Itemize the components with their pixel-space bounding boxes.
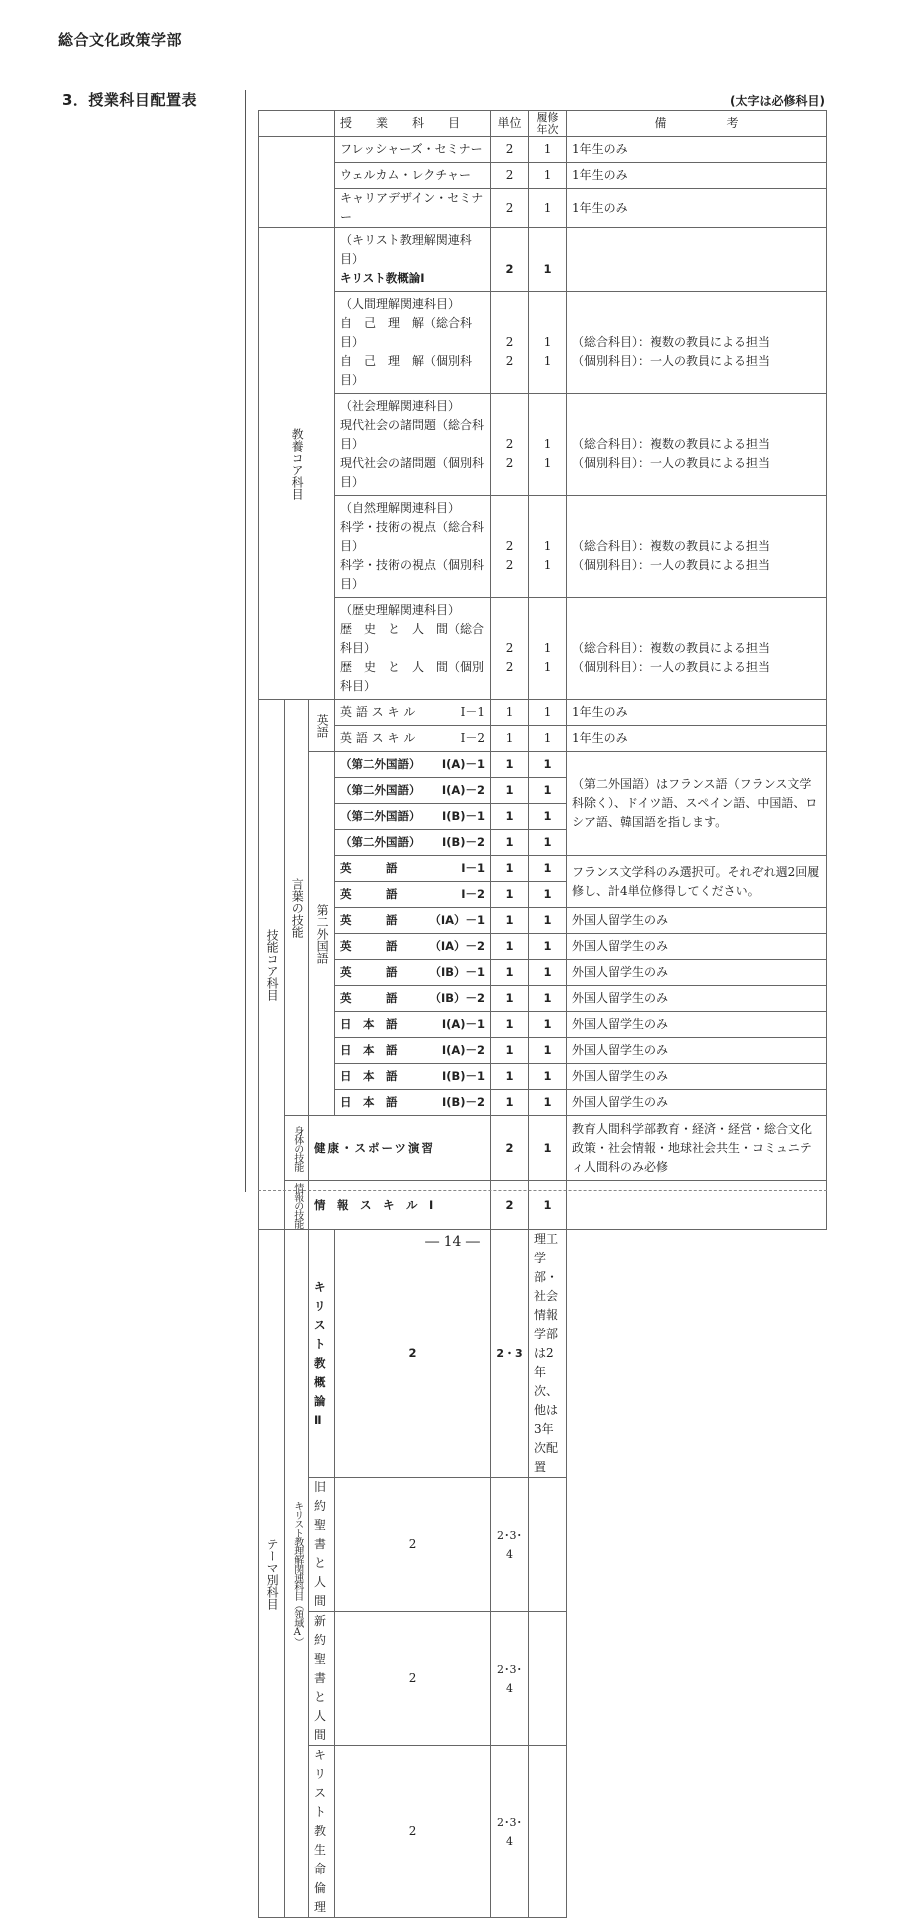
page-number: ― 14 ― [425, 1234, 480, 1250]
table-row [259, 1478, 827, 1612]
subject-line: 歴 史 と 人 間（総合科目） [340, 622, 485, 655]
year-cell: 2･3･4 [491, 1746, 529, 1918]
units-cell [491, 292, 529, 394]
table-continuation-edge [258, 1186, 827, 1191]
category-label: 教養コア科目 [290, 427, 305, 500]
cell-text: Ⅰ(A)－1 [441, 757, 486, 771]
units-cell: 1 [491, 934, 529, 960]
cell-text: 備 考 [654, 116, 739, 130]
subject-cell [335, 804, 491, 830]
cell-text: （ⅠA）－2 [429, 939, 486, 953]
cell-text: Ⅰ－2 [460, 731, 486, 745]
subject-line: 科学・技術の視点（個別科目） [340, 558, 485, 591]
course-table [258, 110, 827, 1918]
group-label: （歴史理解関連科目） [340, 603, 461, 617]
table-row [259, 1746, 827, 1918]
header-year-text: 履修 年次 [536, 110, 559, 136]
table-row [259, 1090, 827, 1116]
cell-text: 英 語 ス キ ル [340, 731, 416, 745]
units-cell: 2 [335, 1230, 491, 1478]
subject-line: 現代社会の諸問題（個別科目） [340, 456, 485, 489]
units-cell: 1 [491, 882, 529, 908]
year-line: 1 [543, 335, 552, 349]
units-line: 2 [505, 539, 514, 553]
subject-cell [335, 292, 491, 394]
year-cell: 1 [529, 908, 567, 934]
cell-text: 英 語 [340, 991, 398, 1005]
subject-cell [309, 1612, 339, 1746]
section-title: 3．授業科目配置表 [62, 91, 197, 109]
units-cell [491, 496, 529, 598]
year-cell: 1 [529, 778, 567, 804]
remarks-cell: フランス文学科のみ選択可。それぞれ週2回履修し、計4単位修得してください。 [567, 856, 827, 908]
subject-text: 情 報 ス キ ル Ⅰ [314, 1197, 434, 1212]
units-line: 2 [505, 354, 514, 368]
subject-line: 現代社会の諸問題（総合科目） [340, 418, 485, 451]
units-cell: 1 [491, 856, 529, 882]
subject-line: 自 己 理 解（個別科目） [340, 354, 473, 387]
units-cell: 1 [491, 1038, 529, 1064]
remarks-cell: 1年生のみ [567, 163, 827, 189]
units-cell: 1 [491, 960, 529, 986]
table-row [259, 598, 827, 700]
year-cell [529, 228, 567, 292]
subject-cell [335, 726, 491, 752]
category-label: 言葉の技能 [290, 877, 305, 938]
year-cell: 1 [529, 137, 567, 163]
cell-text: 英 語 [340, 887, 398, 901]
year-cell: 1 [529, 986, 567, 1012]
units-cell: 1 [491, 1090, 529, 1116]
year-line: 1 [543, 261, 552, 276]
subject-cell [335, 1064, 491, 1090]
units-cell [491, 394, 529, 496]
category-theme [259, 1230, 285, 1918]
year-cell: 1 [529, 934, 567, 960]
subject-cell: ウェルカム・レクチャー [335, 163, 491, 189]
units-line: 2 [505, 456, 514, 470]
units-cell: 2 [491, 189, 529, 228]
remarks-cell: 外国人留学生のみ [567, 986, 827, 1012]
subject-cell [335, 986, 491, 1012]
subject-cell: キャリアデザイン・セミナー [335, 189, 491, 228]
units-cell: 1 [491, 1012, 529, 1038]
subject-cell [309, 1478, 339, 1612]
bold-note: (太字は必修科目) [730, 94, 825, 108]
year-cell [529, 394, 567, 496]
table-row [259, 163, 827, 189]
cell-text: （第二外国語） [340, 783, 421, 797]
subject-cell [335, 394, 491, 496]
remarks-cell: 外国人留学生のみ [567, 908, 827, 934]
remarks-cell [567, 394, 827, 496]
subject-line: 自 己 理 解（総合科目） [340, 316, 473, 349]
units-cell: 1 [491, 830, 529, 856]
units-cell: 2 [491, 1116, 529, 1181]
year-line: 1 [543, 660, 552, 674]
category-label: 情報の技能 [291, 1182, 303, 1228]
remarks-cell [529, 1746, 567, 1918]
subject-text: 健康・スポーツ演習 [314, 1140, 436, 1155]
cell-text: Ⅰ(B)－1 [441, 809, 486, 823]
year-cell: 1 [529, 1116, 567, 1181]
cell-text: （第二外国語） [340, 757, 421, 771]
table-row [259, 986, 827, 1012]
cell-text: （第二外国語） [340, 809, 421, 823]
year-cell: 1 [529, 1064, 567, 1090]
remarks-cell: 理工学部・社会情報学部は2年次、他は3年次配置 [529, 1230, 567, 1478]
category-label: 英語 [315, 713, 330, 738]
cell-text: 英 語 [340, 939, 398, 953]
year-cell: 1 [529, 856, 567, 882]
category-english [309, 700, 335, 752]
units-cell: 2 [335, 1478, 491, 1612]
table-row [259, 137, 827, 163]
table-row [259, 228, 827, 292]
table-row [259, 1012, 827, 1038]
category-label: 第二外国語 [315, 903, 330, 964]
category-second-foreign [309, 752, 335, 1116]
cell-text: 英 語 [340, 861, 398, 875]
year-line: 1 [543, 641, 552, 655]
remarks-cell [567, 292, 827, 394]
cell-text: Ⅰ(B)－1 [441, 1069, 486, 1083]
remarks-cell: 外国人留学生のみ [567, 934, 827, 960]
category-skill-core [259, 700, 285, 1230]
header-row [259, 111, 827, 137]
vertical-rule [245, 90, 246, 1192]
units-cell: 2 [335, 1612, 491, 1746]
subject-line: 歴 史 と 人 間（個別科目） [340, 660, 485, 693]
remarks-line: （個別科目）：一人の教員による担当 [572, 456, 771, 470]
table-row [259, 394, 827, 496]
units-cell: 2 [491, 1181, 529, 1230]
table-row [259, 960, 827, 986]
remarks-cell: 外国人留学生のみ [567, 1090, 827, 1116]
subject-text: 新 約 聖 書 と 人 間 [314, 1614, 339, 1742]
cell-text: Ⅰ－1 [460, 705, 486, 719]
year-cell: 1 [529, 189, 567, 228]
group-label: （人間理解関連科目） [340, 297, 461, 311]
remarks-line: （総合科目）：複数の教員による担当 [572, 437, 771, 451]
category-language-skills [285, 700, 309, 1116]
remarks-cell [529, 1612, 567, 1746]
table-row [259, 726, 827, 752]
subject-line: キリスト教概論Ⅰ [340, 271, 425, 285]
remarks-line: （個別科目）：一人の教員による担当 [572, 558, 771, 572]
remarks-cell [567, 598, 827, 700]
table-row [259, 856, 827, 882]
units-cell: 1 [491, 752, 529, 778]
remarks-cell: 教育人間科学部教育・経済・経営・総合文化政策・社会情報・地球社会共生・コミュニティ人間科のみ必修 [567, 1116, 827, 1181]
units-cell: 2 [335, 1746, 491, 1918]
units-cell [491, 598, 529, 700]
year-cell: 1 [529, 804, 567, 830]
remarks-line: （個別科目）：一人の教員による担当 [572, 660, 771, 674]
cell-text: （ⅠB）－2 [429, 991, 486, 1005]
remarks-cell: 1年生のみ [567, 137, 827, 163]
remarks-line: （総合科目）：複数の教員による担当 [572, 539, 771, 553]
year-line: 1 [543, 354, 552, 368]
remarks-cell: 1年生のみ [567, 700, 827, 726]
remarks-line: （個別科目）：一人の教員による担当 [572, 354, 771, 368]
year-cell: 2・3 [491, 1230, 529, 1478]
subject-cell [335, 934, 491, 960]
cell-text: 授 業 科 目 [340, 116, 461, 130]
units-cell: 2 [491, 163, 529, 189]
units-cell: 1 [491, 1064, 529, 1090]
category-label: テーマ別科目 [265, 1537, 280, 1610]
remarks-cell: 1年生のみ [567, 726, 827, 752]
group-label: （自然理解関連科目） [340, 501, 461, 515]
year-cell: 1 [529, 700, 567, 726]
category-label: 技能コア科目 [265, 928, 280, 1001]
subject-cell [309, 1230, 335, 1478]
year-cell: 1 [529, 752, 567, 778]
subject-cell [335, 856, 491, 882]
subject-cell [335, 700, 491, 726]
cell-text: （ⅠB）－1 [429, 965, 486, 979]
table-row [259, 1612, 827, 1746]
year-cell: 1 [529, 1181, 567, 1230]
year-cell: 2･3･4 [491, 1478, 529, 1612]
cell-text: 日 本 語 [340, 1069, 398, 1083]
remarks-cell [567, 228, 827, 292]
remarks-cell: 外国人留学生のみ [567, 1038, 827, 1064]
year-line: 1 [543, 558, 552, 572]
cell-text: Ⅰ(B)－2 [441, 1095, 486, 1109]
year-line: 1 [543, 539, 552, 553]
subject-cell [335, 960, 491, 986]
cell-text: 日 本 語 [340, 1043, 398, 1057]
units-cell: 1 [491, 908, 529, 934]
cell-text: 日 本 語 [340, 1095, 398, 1109]
cell-text: Ⅰ(A)－2 [441, 1043, 486, 1057]
subject-cell [335, 1090, 491, 1116]
units-line: 2 [505, 660, 514, 674]
subject-cell [335, 1038, 491, 1064]
table-row [259, 1116, 827, 1181]
subject-cell: フレッシャーズ・セミナー [335, 137, 491, 163]
cell-text: Ⅰ－2 [461, 887, 486, 901]
remarks-cell: （第二外国語）はフランス語（フランス文学科除く）、ドイツ語、スペイン語、中国語、ロシア語、韓国語を指します。 [567, 752, 827, 856]
units-cell: 1 [491, 700, 529, 726]
table-row [259, 1230, 827, 1478]
year-cell [529, 496, 567, 598]
cell-text: （ⅠA）－1 [429, 913, 486, 927]
subject-cell [335, 496, 491, 598]
remarks-cell: 外国人留学生のみ [567, 960, 827, 986]
category-physical [285, 1116, 309, 1181]
subject-text: キリスト教概論Ⅱ [314, 1279, 326, 1427]
table-row [259, 752, 827, 778]
units-cell: 1 [491, 726, 529, 752]
units-cell [491, 228, 529, 292]
year-cell: 2･3･4 [491, 1612, 529, 1746]
category-christian-area [285, 1230, 309, 1918]
cell-text: Ⅰ(A)－1 [441, 1017, 486, 1031]
category-label: キリスト教理解関連科目（領域A） [291, 1501, 303, 1646]
year-cell: 1 [529, 163, 567, 189]
units-line: 2 [505, 335, 514, 349]
remarks-cell: 1年生のみ [567, 189, 827, 228]
header-year [529, 111, 567, 137]
table-row [259, 934, 827, 960]
units-line: 2 [505, 437, 514, 451]
cell-text: Ⅰ(B)－2 [441, 835, 486, 849]
year-line: 1 [543, 456, 552, 470]
cell-text: Ⅰ(A)－2 [441, 783, 486, 797]
units-line: 2 [505, 261, 514, 276]
subject-cell [309, 1116, 491, 1181]
subject-text: キ リ ス ト 教 生 命 倫 理 [314, 1748, 327, 1914]
remarks-line: （総合科目）：複数の教員による担当 [572, 335, 771, 349]
subject-cell [335, 1012, 491, 1038]
remarks-line: （総合科目）：複数の教員による担当 [572, 641, 771, 655]
remarks-cell [529, 1478, 567, 1612]
year-cell: 1 [529, 1012, 567, 1038]
department-name: 総合文化政策学部 [58, 31, 183, 49]
header-blank [259, 111, 335, 137]
cell-text: 単位 [497, 116, 522, 130]
units-line: 2 [505, 641, 514, 655]
units-cell: 1 [491, 986, 529, 1012]
units-cell: 1 [491, 804, 529, 830]
units-cell: 1 [491, 778, 529, 804]
group-label: （キリスト教理解関連科目） [340, 233, 472, 266]
table-row [259, 292, 827, 394]
cell-text: 英 語 [340, 913, 398, 927]
cell-text: 英 語 [340, 965, 398, 979]
subject-cell [335, 830, 491, 856]
intro-blank [259, 137, 335, 228]
year-cell: 1 [529, 1038, 567, 1064]
header-subject [335, 111, 491, 137]
table-row [259, 1038, 827, 1064]
header-remarks [567, 111, 827, 137]
subject-cell [335, 908, 491, 934]
subject-cell [335, 882, 491, 908]
remarks-cell: 外国人留学生のみ [567, 1012, 827, 1038]
year-cell: 1 [529, 830, 567, 856]
cell-text: 日 本 語 [340, 1017, 398, 1031]
category-core-liberal [259, 228, 335, 700]
table-row [259, 908, 827, 934]
table-row [259, 1064, 827, 1090]
subject-cell [309, 1746, 335, 1918]
header-units [491, 111, 529, 137]
subject-cell [335, 778, 491, 804]
year-cell: 1 [529, 882, 567, 908]
year-cell [529, 598, 567, 700]
category-label: 身体の技能 [291, 1125, 303, 1171]
units-cell: 2 [491, 137, 529, 163]
remarks-cell: 外国人留学生のみ [567, 1064, 827, 1090]
subject-cell [335, 752, 491, 778]
table-row [259, 496, 827, 598]
remarks-cell [567, 496, 827, 598]
table-row [259, 700, 827, 726]
year-cell [529, 292, 567, 394]
units-line: 2 [505, 558, 514, 572]
group-label: （社会理解関連科目） [340, 399, 461, 413]
cell-text: （第二外国語） [340, 835, 421, 849]
subject-text: 旧 約 聖 書 と 人 間 [314, 1480, 339, 1608]
subject-line: 科学・技術の視点（総合科目） [340, 520, 485, 553]
year-cell: 1 [529, 726, 567, 752]
cell-text: Ⅰ－1 [461, 861, 486, 875]
year-line: 1 [543, 437, 552, 451]
year-cell: 1 [529, 1090, 567, 1116]
subject-cell [335, 228, 491, 292]
year-cell: 1 [529, 960, 567, 986]
table-row [259, 189, 827, 228]
cell-text: 英 語 ス キ ル [340, 705, 416, 719]
subject-cell [335, 598, 491, 700]
